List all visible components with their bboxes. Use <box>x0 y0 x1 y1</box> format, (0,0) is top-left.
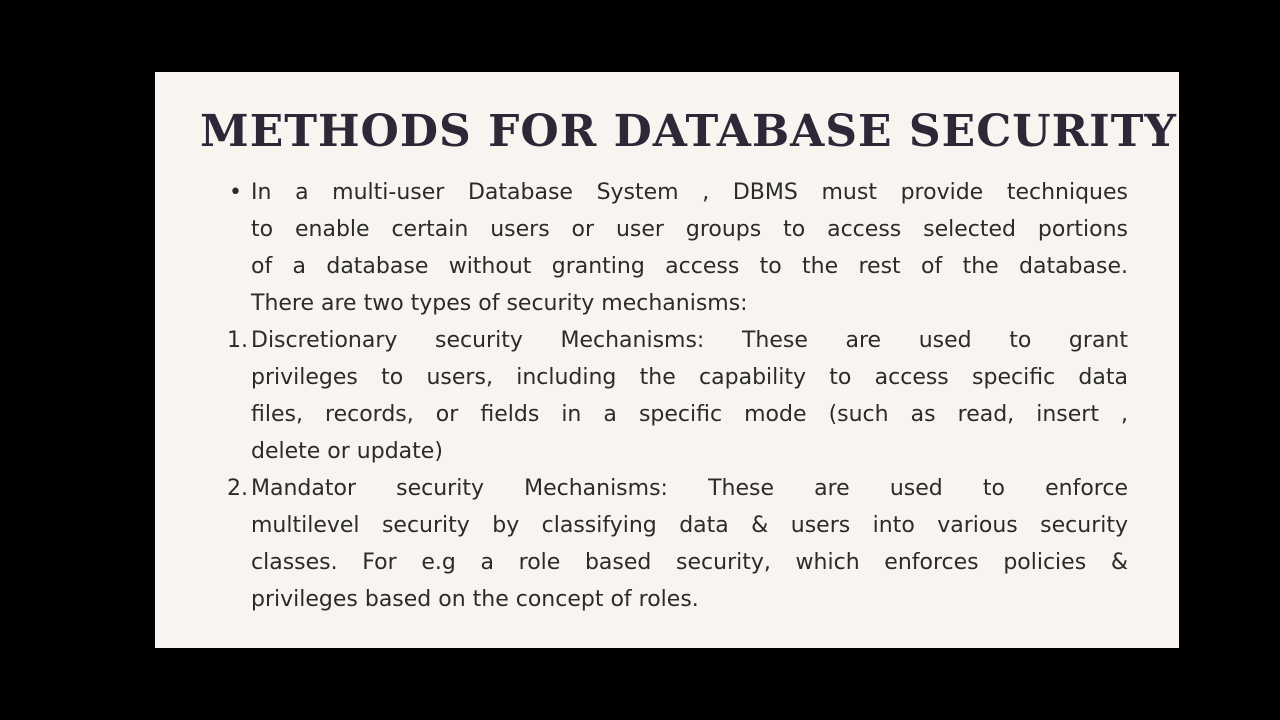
text-line: files, records, or fields in a specific mode (such as read, insert , <box>251 402 1128 427</box>
slide-title: METHODS FOR DATABASE SECURITY <box>200 106 1177 157</box>
list-number: 1. <box>227 328 248 353</box>
text-line: privileges to users, including the capability to access specific data <box>251 365 1128 390</box>
text-line: There are two types of security mechanisms: <box>251 291 748 316</box>
slide <box>155 72 1179 648</box>
text-line: Discretionary security Mechanisms: These are used to grant <box>251 328 1128 353</box>
slide-body <box>227 174 1128 618</box>
list-item-mandatory <box>227 470 1128 618</box>
list-number: 2. <box>227 476 248 501</box>
text-line: to enable certain users or user groups to access selected portions <box>251 217 1128 242</box>
text-line: In a multi-user Database System , DBMS must provide techniques <box>251 180 1128 205</box>
text-line: Mandator security Mechanisms: These are used to enforce <box>251 476 1128 501</box>
text-line: delete or update) <box>251 439 443 464</box>
bullet-marker: • <box>229 180 242 205</box>
text-line: of a database without granting access to the rest of the database. <box>251 254 1128 279</box>
text-line: multilevel security by classifying data & users into various security <box>251 513 1128 538</box>
text-line: privileges based on the concept of roles. <box>251 587 699 612</box>
list-item-discretionary <box>227 322 1128 470</box>
text-line: classes. For e.g a role based security, which enforces policies & <box>251 550 1128 575</box>
bullet-paragraph <box>229 174 1128 322</box>
